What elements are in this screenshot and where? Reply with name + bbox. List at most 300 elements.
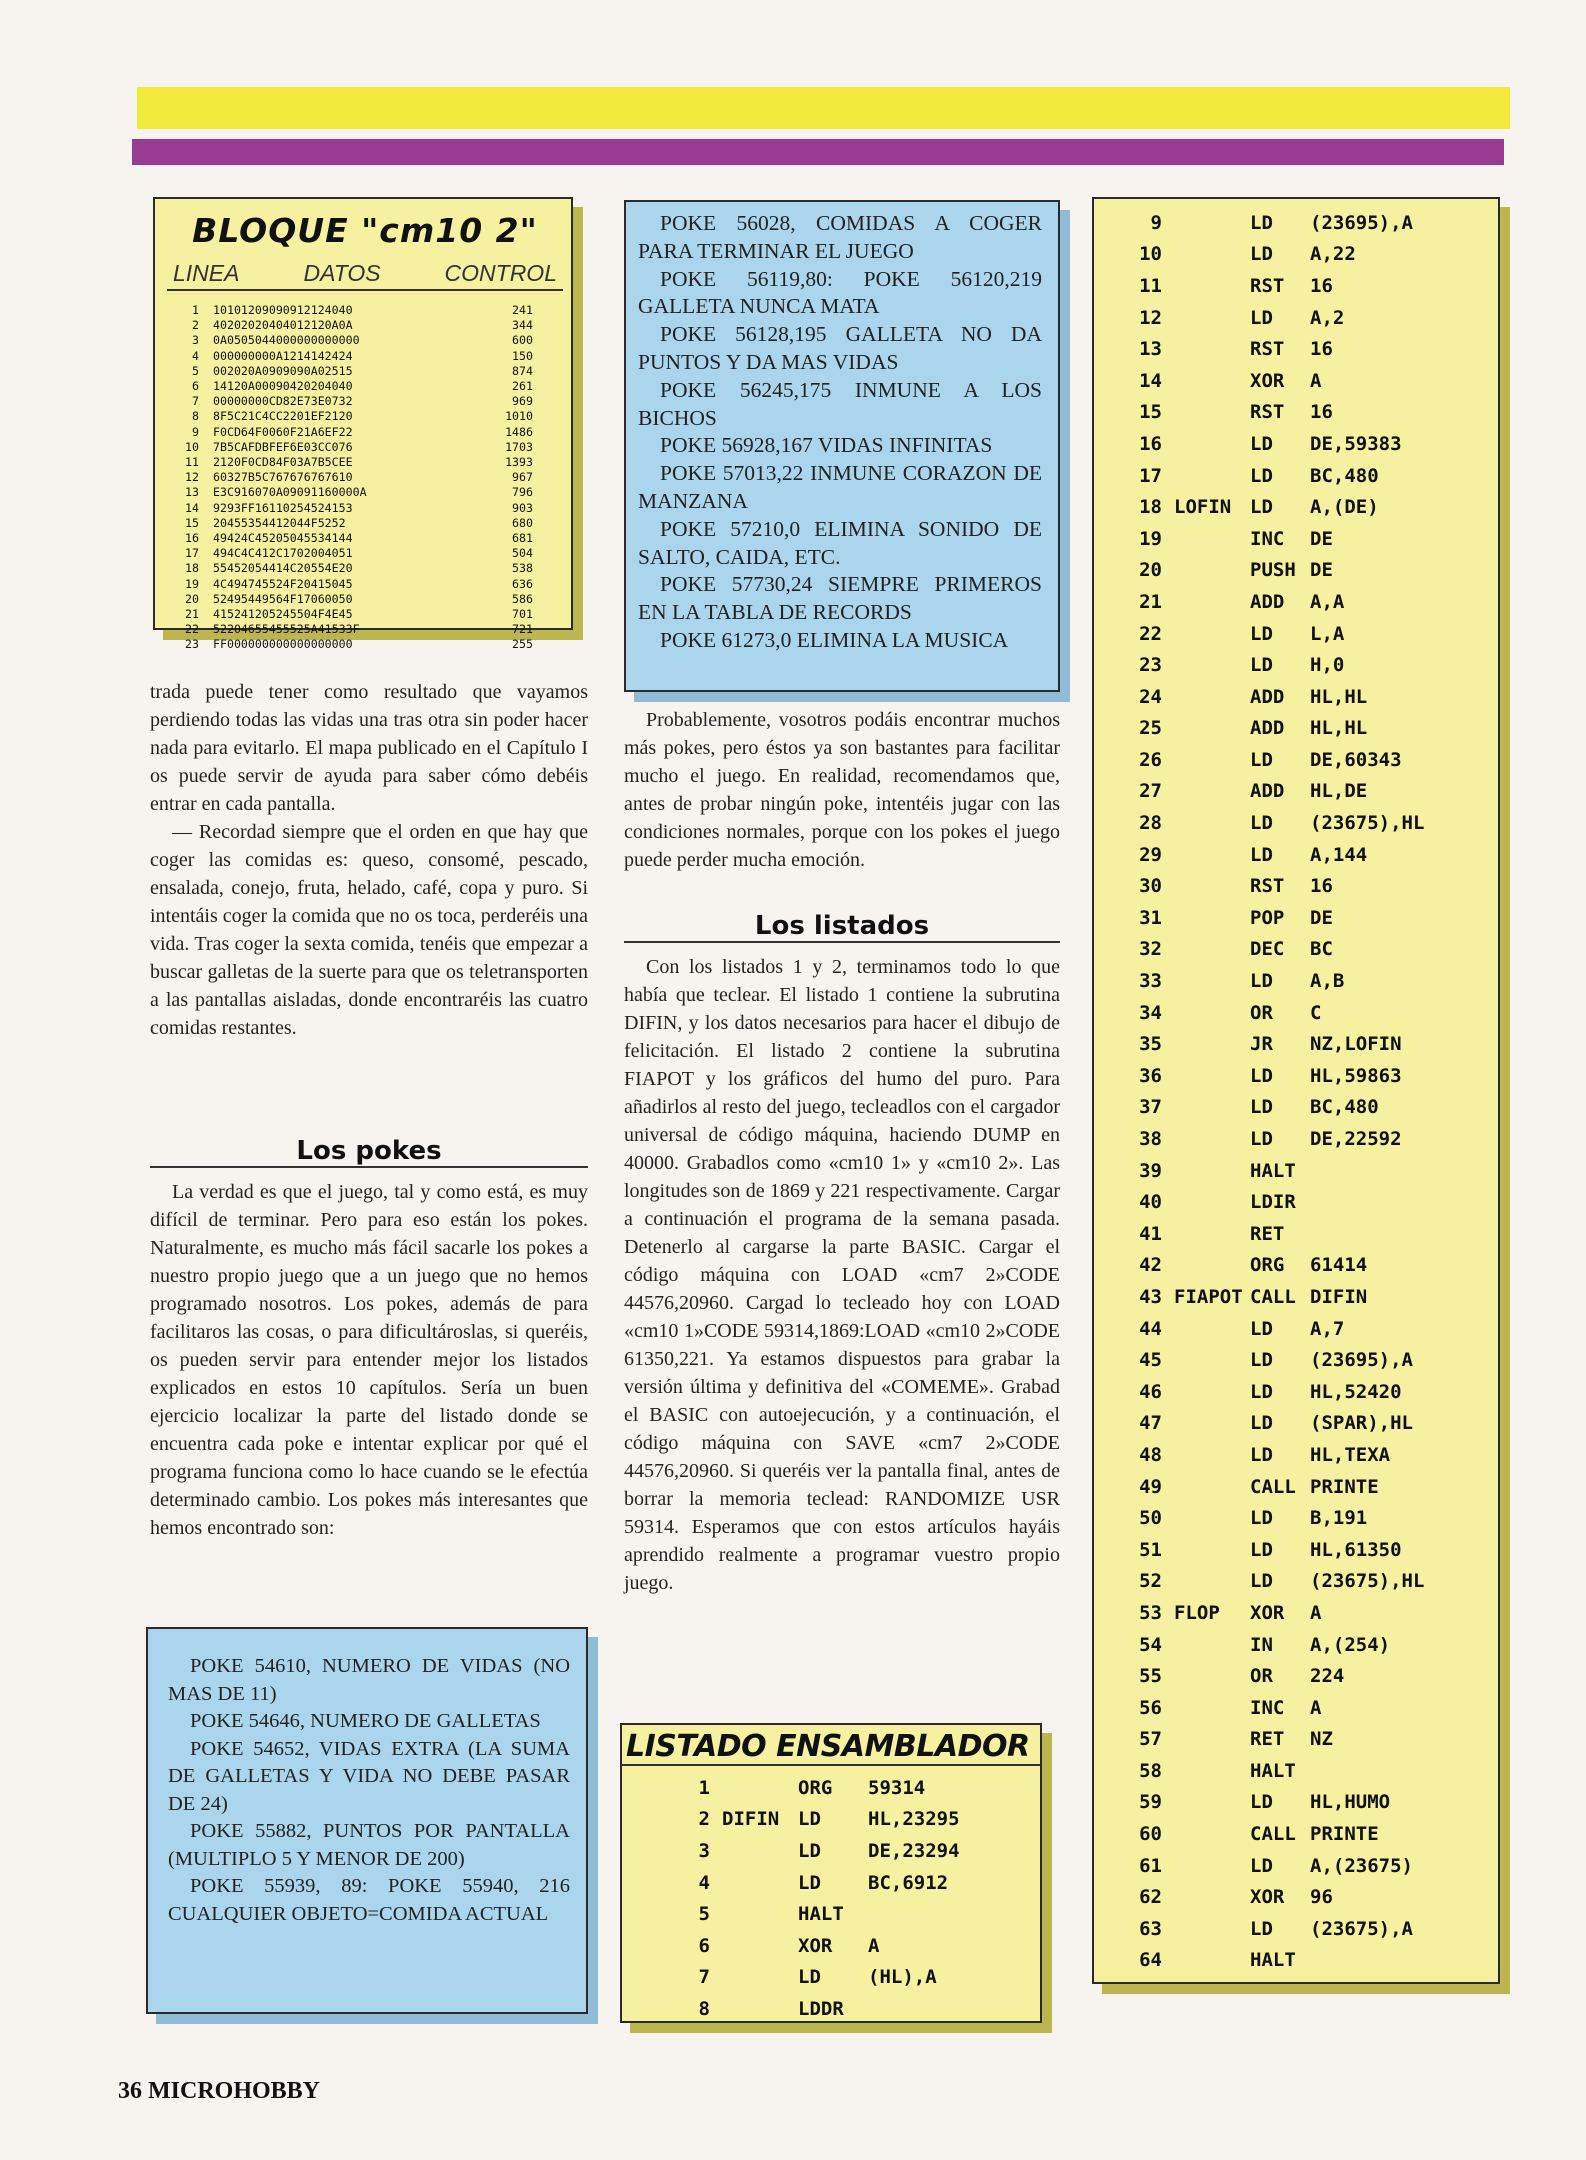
asm-operand: A [1310,369,1322,392]
bloque-rows [167,303,563,653]
asm-line [622,1772,1040,1804]
asm-opcode: RST [1250,401,1285,424]
bloque-data: 55452054414C20554E20 [213,561,353,576]
asm-operand: HL,23295 [868,1808,960,1831]
col1-pokes-section [150,1133,588,1542]
poke-item: POKE 56928,167 VIDAS INFINITAS [660,433,993,458]
asm-operand: 96 [1310,1886,1333,1909]
bloque-data: 8F5C21C4CC2201EF2120 [213,409,353,424]
asm-line-number: 35 [1139,1033,1162,1056]
asm-line-number: 17 [1139,464,1162,487]
asm-line-number: 20 [1139,559,1162,582]
asm-operand: C [1310,1001,1322,1024]
bloque-data: 7B5CAFDBFEF6E03CC076 [213,439,353,454]
bloque-row [167,637,563,652]
asm-opcode: LD [1250,843,1273,866]
asm-opcode: LD [1250,654,1273,677]
asm-line [1094,1060,1498,1092]
asm-line [1094,1028,1498,1060]
asm-opcode: ORG [798,1776,833,1799]
asm-opcode: LD [1250,211,1273,234]
asm-line-number: 4 [698,1871,710,1894]
bloque-row [167,470,563,485]
asm-line-number: 27 [1139,780,1162,803]
asm-opcode: LD [1250,1507,1273,1530]
asm-line-number: 33 [1139,970,1162,993]
bloque-control: 701 [512,607,533,622]
bloque-header-control: CONTROL [444,260,557,286]
asm-line-number: 52 [1139,1570,1162,1593]
asm-line-number: 7 [698,1966,710,1989]
bloque-control: 680 [512,515,533,530]
bloque-row [167,425,563,440]
asm-operand: A,(DE) [1310,496,1379,519]
col1-intro-text [150,678,588,1042]
asm-opcode: POP [1250,906,1285,929]
asm-line-number: 3 [698,1839,710,1862]
bloque-control: 255 [512,637,533,652]
asm-line-number: 14 [1139,369,1162,392]
asm-opcode: ADD [1250,590,1285,613]
asm-operand: HL,HL [1310,685,1368,708]
asm-line-number: 36 [1139,1064,1162,1087]
bloque-row [167,592,563,607]
asm-line [1094,1376,1498,1408]
asm-opcode: XOR [1250,369,1285,392]
asm-opcode: LD [798,1966,821,1989]
poke-item: POKE 57730,24 SIEMPRE PRIMEROS EN LA TABLA DE RECORDS [638,572,1042,625]
asm-line [1094,523,1498,555]
bloque-data: 415241205245504F4E45 [213,607,353,622]
asm-opcode: LD [1250,970,1273,993]
bloque-line-number: 6 [192,379,199,394]
asm-operand: 16 [1310,338,1333,361]
bloque-control: 721 [512,622,533,637]
poke-item: POKE 56128,195 GALLETA NO DA PUNTOS Y DA MAS VIDAS [638,322,1042,374]
pokes-heading: Los pokes [150,1137,588,1168]
asm-line-number: 26 [1139,748,1162,771]
bloque-data: 40202020404012120A0A [213,318,353,333]
asm-opcode: DEC [1250,938,1285,961]
asm-operand: HL,59863 [1310,1064,1402,1087]
asm-opcode: PUSH [1250,559,1296,582]
asm-line [1094,586,1498,618]
asm-operand: DE,59383 [1310,432,1402,455]
asm-label: DIFIN [722,1808,780,1831]
bloque-control: 1486 [505,424,533,439]
bloque-data: 0A0505044000000000000 [213,333,360,348]
asm-opcode: CALL [1250,1475,1296,1498]
asm-line [1094,1408,1498,1440]
bloque-line-number: 13 [185,485,199,500]
asm-operand: A,A [1310,590,1345,613]
asm-operand: DE [1310,906,1333,929]
listados-paragraph: Con los listados 1 y 2, terminamos todo lo que había que teclear. El listado 1 contiene la subrutina DIFIN, y los datos necesarios para hacer el dibujo de felicitación. El listado 2 contiene la subrutina FIAPOT y los gráficos del humo del puro. Para añadirlos al resto del juego, tecleadlos con el cargador universal de código máquina, haciendo DUMP en 40000. Grabadlos como «cm10 1» y «cm10 2». Las longitudes son de 1869 y 221 respectivamente. Cargar a continuación el programa de la semana pasada. Detenerlo al cargarse la parte BASIC. Cargar el código máquina con LOAD «cm7 2»CODE 44576,20960. Cargad lo tecleado hoy con LOAD «cm10 1»CODE 59314,1869:LOAD «cm10 2»CODE 61350,221. Ya estamos dispuestos para grabar la versión última y definitiva del «COMEME». Grabad el BASIC con autoejecución, y a continuación, el código máquina con SAVE «cm7 2»CODE 44576,20960. Si queréis ver la pantalla final, antes de borrar la memoria teclead: RANDOMIZE USR 59314. Esperamos que con estos artículos hayáis aprendido realmente a programar vuestro propio juego. [624,956,1060,1594]
bloque-line-number: 19 [185,576,199,591]
asm-opcode: LD [1250,1412,1273,1435]
poke-item: POKE 54652, VIDAS EXTRA (LA SUMA DE GALLETAS Y VIDA NO DEBE PASAR DE 24) [168,1737,570,1815]
bloque-data: 4C494745524F20415045 [213,576,353,591]
bloque-control: 967 [512,470,533,485]
assembler-listing-continued [1092,197,1500,1984]
poke-item: POKE 55939, 89: POKE 55940, 216 CUALQUIER OBJETO=COMIDA ACTUAL [168,1875,570,1925]
asm-line-number: 57 [1139,1728,1162,1751]
asm-opcode: LD [1250,1570,1273,1593]
asm-opcode: OR [1250,1001,1273,1024]
bloque-line-number: 5 [192,363,199,378]
bloque-row [167,622,563,637]
bloque-data: 000000000A1214142424 [213,348,353,363]
bloque-data: 494C4C412C1702004051 [213,546,353,561]
asm-operand: A [868,1934,880,1957]
asm-operand: A [1310,1696,1322,1719]
asm-line [1094,1629,1498,1661]
asm-operand: (23675),A [1310,1917,1413,1940]
asm-line-number: 42 [1139,1254,1162,1277]
asm-opcode: LDDR [798,1997,844,2020]
asm-line [1094,965,1498,997]
bloque-data: F0CD64F0060F21A6EF22 [213,424,353,439]
asm-line-number: 22 [1139,622,1162,645]
asm-line-number: 38 [1139,1128,1162,1151]
bloque-line-number: 9 [192,424,199,439]
poke-item: POKE 56119,80: POKE 56120,219 GALLETA NUNCA MATA [638,266,1042,319]
bloque-control: 681 [512,531,533,546]
bloque-line-number: 17 [185,546,199,561]
asm-line [1094,1218,1498,1250]
bloque-row [167,349,563,364]
asm-operand: DE [1310,559,1333,582]
asm-opcode: CALL [1250,1285,1296,1308]
bloque-line-number: 3 [192,333,199,348]
bloque-row [167,440,563,455]
asm-line [1094,902,1498,934]
asm-operand: 16 [1310,274,1333,297]
asm-line-number: 43 [1139,1285,1162,1308]
bloque-control: 1010 [505,409,533,424]
asm-opcode: LD [798,1808,821,1831]
bloque-control: 261 [512,379,533,394]
bloque-line-number: 11 [185,455,199,470]
bloque-row [167,531,563,546]
asm-line [622,1867,1040,1899]
asm-opcode: ADD [1250,717,1285,740]
asm-operand: HL,HL [1310,717,1368,740]
poke-item: POKE 54610, NUMERO DE VIDAS (NO MAS DE 11) [168,1655,570,1705]
asm-line [1094,207,1498,239]
asm-opcode: LD [1250,1128,1273,1151]
asm-opcode: LD [1250,306,1273,329]
asm-operand: (HL),A [868,1966,937,1989]
bloque-data: 14120A00090420204040 [213,379,353,394]
asm-opcode: LD [1250,1443,1273,1466]
asm-opcode: LD [798,1839,821,1862]
asm-opcode: LD [1250,622,1273,645]
asm-line [1094,1186,1498,1218]
asm-line [1094,1913,1498,1945]
asm-label: LOFIN [1174,496,1232,519]
bloque-control: 344 [512,318,533,333]
asm-line-number: 18 [1139,496,1162,519]
asm-opcode: LD [1250,243,1273,266]
intro-paragraph-2: — Recordad siempre que el orden en que hay que coger las comidas es: queso, consomé, pescado, ensalada, conejo, fruta, helado, café, copa y puro. Si intentáis coger la comida que no os toca, perderéis una vida. Tras coger la sexta comida, tenéis que empezar a buscar galletas de la suerte para que os teletransporten a las pantallas aisladas, donde encontraréis las cuatro comidas restantes. [150,821,588,1039]
asm-operand: DIFIN [1310,1285,1368,1308]
bloque-control: 969 [512,394,533,409]
asm-line-number: 58 [1139,1759,1162,1782]
bloque-line-number: 14 [185,500,199,515]
poke-item: POKE 57210,0 ELIMINA SONIDO DE SALTO, CAIDA, ETC. [638,516,1042,569]
asm-line [1094,333,1498,365]
asm-opcode: OR [1250,1665,1273,1688]
asm-opcode: LD [1250,1380,1273,1403]
asm-operand: A,144 [1310,843,1368,866]
asm-operand: A,(23675) [1310,1854,1413,1877]
bloque-row [167,546,563,561]
asm-line [1094,1155,1498,1187]
poke-item: POKE 56028, COMIDAS A COGER PARA TERMINAR EL JUEGO [638,211,1042,263]
bloque-header-linea: LINEA [173,260,240,286]
asm-line-number: 48 [1139,1443,1162,1466]
asm-operand: BC,6912 [868,1871,949,1894]
asm-line [1094,302,1498,334]
poke-item: POKE 61273,0 ELIMINA LA MUSICA [660,627,1009,652]
asm-opcode: LD [1250,1096,1273,1119]
bloque-data: 10101209090912124040 [213,303,353,317]
asm-opcode: CALL [1250,1823,1296,1846]
pokes-paragraph: La verdad es que el juego, tal y como está, es muy difícil de terminar. Pero para eso están los pokes. Naturalmente, es mucho más fácil sacarle los pokes a nuestro propio juego que a un juego que no hemos programado nosotros. Los pokes, además de para facilitaros las cosas, o para dificultároslas, si queréis, os pueden servir para entender mejor los listados explicados en estos 10 capítulos. Sería un buen ejercicio localizar la parte del listado donde se encuentra cada poke e intentar explicar por qué el programa funciona como lo hace cuando se le efectúa determinado cambio. Los pokes más interesantes que hemos encontrado son: [150,1181,588,1539]
bloque-line-number: 15 [185,515,199,530]
asm-operand: H,0 [1310,654,1345,677]
asm-line [1094,555,1498,587]
asm-line-number: 50 [1139,1507,1162,1530]
asm-line-number: 12 [1139,306,1162,329]
listado-ensamblador-box [620,1723,1042,2023]
bloque-line-number: 10 [185,439,199,454]
asm-opcode: LD [1250,1917,1273,1940]
asm-operand: A [1310,1601,1322,1624]
bloque-control: 600 [512,333,533,348]
bloque-data: 52495449564F17060050 [213,591,353,606]
bloque-row [167,607,563,622]
asm-opcode: INC [1250,1696,1285,1719]
bloque-line-number: 1 [192,303,199,317]
bloque-row [167,303,563,318]
asm-line [1094,1250,1498,1282]
asm-opcode: XOR [1250,1886,1285,1909]
asm-line [1094,776,1498,808]
asm-operand: BC,480 [1310,1096,1379,1119]
asm-line [1094,1534,1498,1566]
asm-line [1094,1660,1498,1692]
asm-line-number: 49 [1139,1475,1162,1498]
asm-line [622,1930,1040,1962]
asm-line [1094,397,1498,429]
asm-line [1094,1850,1498,1882]
asm-line-number: 21 [1139,590,1162,613]
bloque-line-number: 20 [185,591,199,606]
asm-opcode: ADD [1250,685,1285,708]
asm-line-number: 19 [1139,527,1162,550]
bloque-data: 20455354412044F5252 [213,515,346,530]
asm-operand: 61414 [1310,1254,1368,1277]
asm-operand: BC,480 [1310,464,1379,487]
asm-line-number: 32 [1139,938,1162,961]
poke-item: POKE 57013,22 INMUNE CORAZON DE MANZANA [638,461,1042,513]
asm-line [1094,1945,1498,1977]
bloque-control: 1393 [505,455,533,470]
asm-line [1094,839,1498,871]
asm-opcode: HALT [1250,1759,1296,1782]
asm-operand: (23695),A [1310,211,1413,234]
bloque-data: 00000000CD82E73E0732 [213,394,353,409]
asm-line-number: 23 [1139,654,1162,677]
asm-line [1094,270,1498,302]
bloque-control: 241 [512,303,533,317]
asm-line [1094,1597,1498,1629]
bloque-data: E3C916070A09091160000A [213,485,367,500]
bloque-line-number: 23 [185,637,199,652]
asm-opcode: HALT [1250,1949,1296,1972]
asm-opcode: LD [1250,496,1273,519]
asm-line [1094,1313,1498,1345]
bloque-row [167,577,563,592]
asm-opcode: LD [1250,1317,1273,1340]
asm-line [1094,491,1498,523]
bloque-line-number: 18 [185,561,199,576]
asm-line [622,1835,1040,1867]
bloque-cm10-2-table [153,197,573,652]
poke-item: POKE 55882, PUNTOS POR PANTALLA (MULTIPLO 5 Y MENOR DE 200) [168,1820,570,1870]
asm-operand: HL,61350 [1310,1538,1402,1561]
bloque-control: 903 [512,500,533,515]
asm-operand: A,2 [1310,306,1345,329]
asm-line-number: 64 [1139,1949,1162,1972]
asm-operand: NZ [1310,1728,1333,1751]
asm-operand: (23675),HL [1310,1570,1425,1593]
asm-line-number: 59 [1139,1791,1162,1814]
asm-operand: PRINTE [1310,1823,1379,1846]
asm-line-number: 56 [1139,1696,1162,1719]
asm-line-number: 31 [1139,906,1162,929]
bloque-control: 504 [512,546,533,561]
poke-item: POKE 56245,175 INMUNE A LOS BICHOS [638,377,1042,430]
asm-opcode: XOR [1250,1601,1285,1624]
asm-line-number: 53 [1139,1601,1162,1624]
intro-paragraph-1: trada puede tener como resultado que vayamos perdiendo todas las vidas una tras otra sin poder hacer nada para evitarlo. El mapa publicado en el Capítulo I os puede servir de ayuda para saber cómo debéis entrar en cada pantalla. [150,681,588,815]
asm-line [1094,1881,1498,1913]
asm-line [1094,934,1498,966]
asm-line [1094,1755,1498,1787]
asm-line [1094,713,1498,745]
asm-line-number: 54 [1139,1633,1162,1656]
col2-intro-text [624,706,1060,874]
asm-opcode: LD [1250,1538,1273,1561]
asm-opcode: HALT [1250,1159,1296,1182]
asm-opcode: LD [1250,1791,1273,1814]
asm-line-number: 8 [698,1997,710,2020]
asm-operand: A,(254) [1310,1633,1391,1656]
asm-operand: DE [1310,527,1333,550]
bloque-row [167,394,563,409]
bloque-line-number: 21 [185,607,199,622]
asm-opcode: HALT [798,1903,844,1926]
bloque-data: 52204655455525A41533F [213,622,360,637]
asm-line [1094,1281,1498,1313]
asm-line-number: 44 [1139,1317,1162,1340]
asm-operand: (SPAR),HL [1310,1412,1413,1435]
bloque-line-number: 8 [192,409,199,424]
col2-listados-section [624,908,1060,1597]
asm-line [1094,681,1498,713]
bloque-header [167,260,563,291]
asm-line [1094,649,1498,681]
asm-line [1094,1502,1498,1534]
asm-operand: 16 [1310,401,1333,424]
bloque-row [167,318,563,333]
asm-opcode: LD [1250,1064,1273,1087]
bloque-control: 874 [512,363,533,378]
bloque-line-number: 4 [192,348,199,363]
asm-opcode: LD [1250,748,1273,771]
asm-operand: HL,DE [1310,780,1368,803]
asm-line-number: 39 [1139,1159,1162,1182]
asm-opcode: IN [1250,1633,1273,1656]
bloque-line-number: 12 [185,470,199,485]
bloque-line-number: 22 [185,622,199,637]
asm-opcode: LD [1250,812,1273,835]
asm-line-number: 60 [1139,1823,1162,1846]
ensamblador-title: LISTADO ENSAMBLADOR [622,1729,1040,1766]
pokes-box-right [624,200,1060,692]
asm-opcode: LD [1250,1854,1273,1877]
asm-opcode: RET [1250,1222,1285,1245]
poke-item: POKE 54646, NUMERO DE GALLETAS [190,1710,541,1732]
asm-line-number: 63 [1139,1917,1162,1940]
asm-operand: (23695),A [1310,1349,1413,1372]
asm-line [622,1962,1040,1994]
asm-opcode: RST [1250,338,1285,361]
asm-opcode: LD [1250,432,1273,455]
asm-line [1094,1787,1498,1819]
asm-line-number: 11 [1139,274,1162,297]
asm-operand: (23675),HL [1310,812,1425,835]
asm-operand: HL,52420 [1310,1380,1402,1403]
asm-operand: HL,HUMO [1310,1791,1391,1814]
listados-heading: Los listados [624,912,1060,943]
bloque-control: 586 [512,591,533,606]
bloque-control: 150 [512,348,533,363]
asm-line-number: 47 [1139,1412,1162,1435]
asm-line [1094,428,1498,460]
asm-opcode: RST [1250,274,1285,297]
asm-line [1094,807,1498,839]
asm-line-number: 61 [1139,1854,1162,1877]
asm-opcode: RET [1250,1728,1285,1751]
bloque-row [167,485,563,500]
bloque-header-datos: DATOS [303,260,381,286]
asm-line-number: 5 [698,1903,710,1926]
asm-line [1094,1092,1498,1124]
asm-line-number: 24 [1139,685,1162,708]
bloque-data: 49424C45205045534144 [213,531,353,546]
asm-line [1094,1344,1498,1376]
asm-opcode: ADD [1250,780,1285,803]
asm-label: FIAPOT [1174,1285,1243,1308]
asm-line-number: 16 [1139,432,1162,455]
asm-line-number: 34 [1139,1001,1162,1024]
asm-operand: HL,TEXA [1310,1443,1391,1466]
asm-opcode: XOR [798,1934,833,1957]
